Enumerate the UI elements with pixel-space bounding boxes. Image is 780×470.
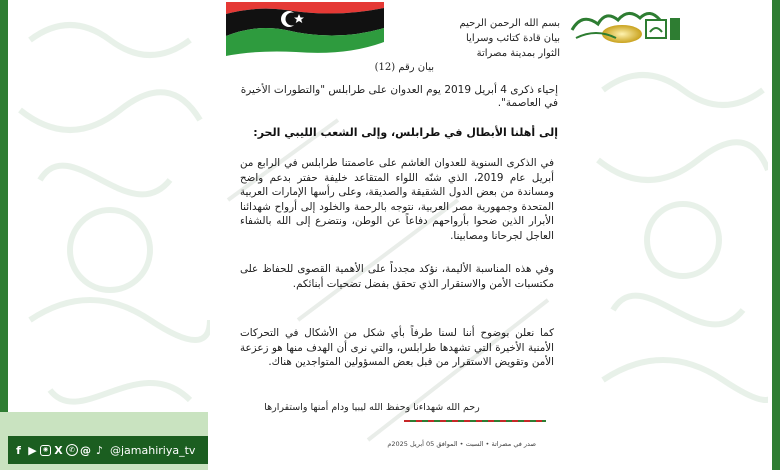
flag-colored-divider xyxy=(404,420,546,422)
social-media-strip xyxy=(8,436,208,464)
instagram-icon[interactable]: ◉ xyxy=(40,445,51,456)
statement-number: بيان رقم (12) xyxy=(374,62,434,73)
background-watermark-right xyxy=(593,0,768,470)
basmala-text: بسم الله الرحمن الرحيم xyxy=(459,18,560,29)
statement-subject: إحياء ذكرى 4 أبريل 2019 يوم العدوان على طرابلس "والتطورات الأخيرة في العاصمة". xyxy=(240,84,558,109)
statement-document xyxy=(218,0,566,470)
youtube-icon[interactable]: ▶ xyxy=(28,443,37,457)
closing-line: رحم الله شهداءنا وحفظ الله ليبيا ودام أمنها واستقرارها xyxy=(264,402,480,413)
channel-logo xyxy=(566,6,682,46)
whatsapp-icon[interactable]: ✆ xyxy=(66,444,78,456)
tiktok-icon[interactable]: ♪ xyxy=(95,443,104,457)
salutation: إلى أهلنا الأبطال في طرابلس، وإلى الشعب الليبي الحر: xyxy=(253,126,558,139)
facebook-icon[interactable]: f xyxy=(16,443,21,457)
left-edge-bar xyxy=(0,0,8,470)
right-edge-bar xyxy=(772,0,780,470)
issuer-line: بيان قادة كتائب وسرايا xyxy=(465,33,560,44)
threads-icon[interactable]: @ xyxy=(80,443,91,457)
paragraph-3: كما نعلن بوضوح أننا لسنا طرفاً بأي شكل من الأشكال في التحركات الأمنية الأخيرة التي تشهدها طرابلس، والتي نرى أن الهدف منها هو زعزعة الأمن وتقويض الاستقرار من قبل بعض المسؤولين المتواجدين هناك. xyxy=(240,327,554,368)
social-handle[interactable]: @jamahiriya_tv xyxy=(110,443,196,457)
statement-header xyxy=(410,16,560,61)
issuer-city-line: الثوار بمدينة مصراتة xyxy=(476,48,560,59)
paragraph-1: في الذكرى السنوية للعدوان الغاشم على عاصمتنا طرابلس في الرابع من أبريل عام 2019، الذي شنّه اللواء المتقاعد خليفة حفتر بدعم واضح ومساندة من بعض الدول الشقيقة والصديقة، وعلى رأسها الإمارات العربية المتحدة وجمهورية مصر العربية، نتوجه بالرحمة والخلود إلى أرواح شهدائنا الأبرار الذين ضحوا بأرواحهم دفاعاً عن الوطن، ونتضرع إلى الله بالشفاء العاجل لجرحانا ومصابينا. xyxy=(240,157,554,242)
issue-date-footer: صدر في مصراتة • السبت • الموافق 05 أبريل 2025م xyxy=(387,440,536,448)
paragraph-2: وفي هذه المناسبة الأليمة، نؤكد مجدداً على الأهمية القصوى للحفاظ على مكتسبات الأمن والاستقرار الذي تحقق بفضل تضحيات أبنائكم. xyxy=(240,263,554,290)
x-icon[interactable]: X xyxy=(54,443,63,457)
background-watermark-left xyxy=(10,0,210,470)
libya-flag-image xyxy=(226,2,384,56)
